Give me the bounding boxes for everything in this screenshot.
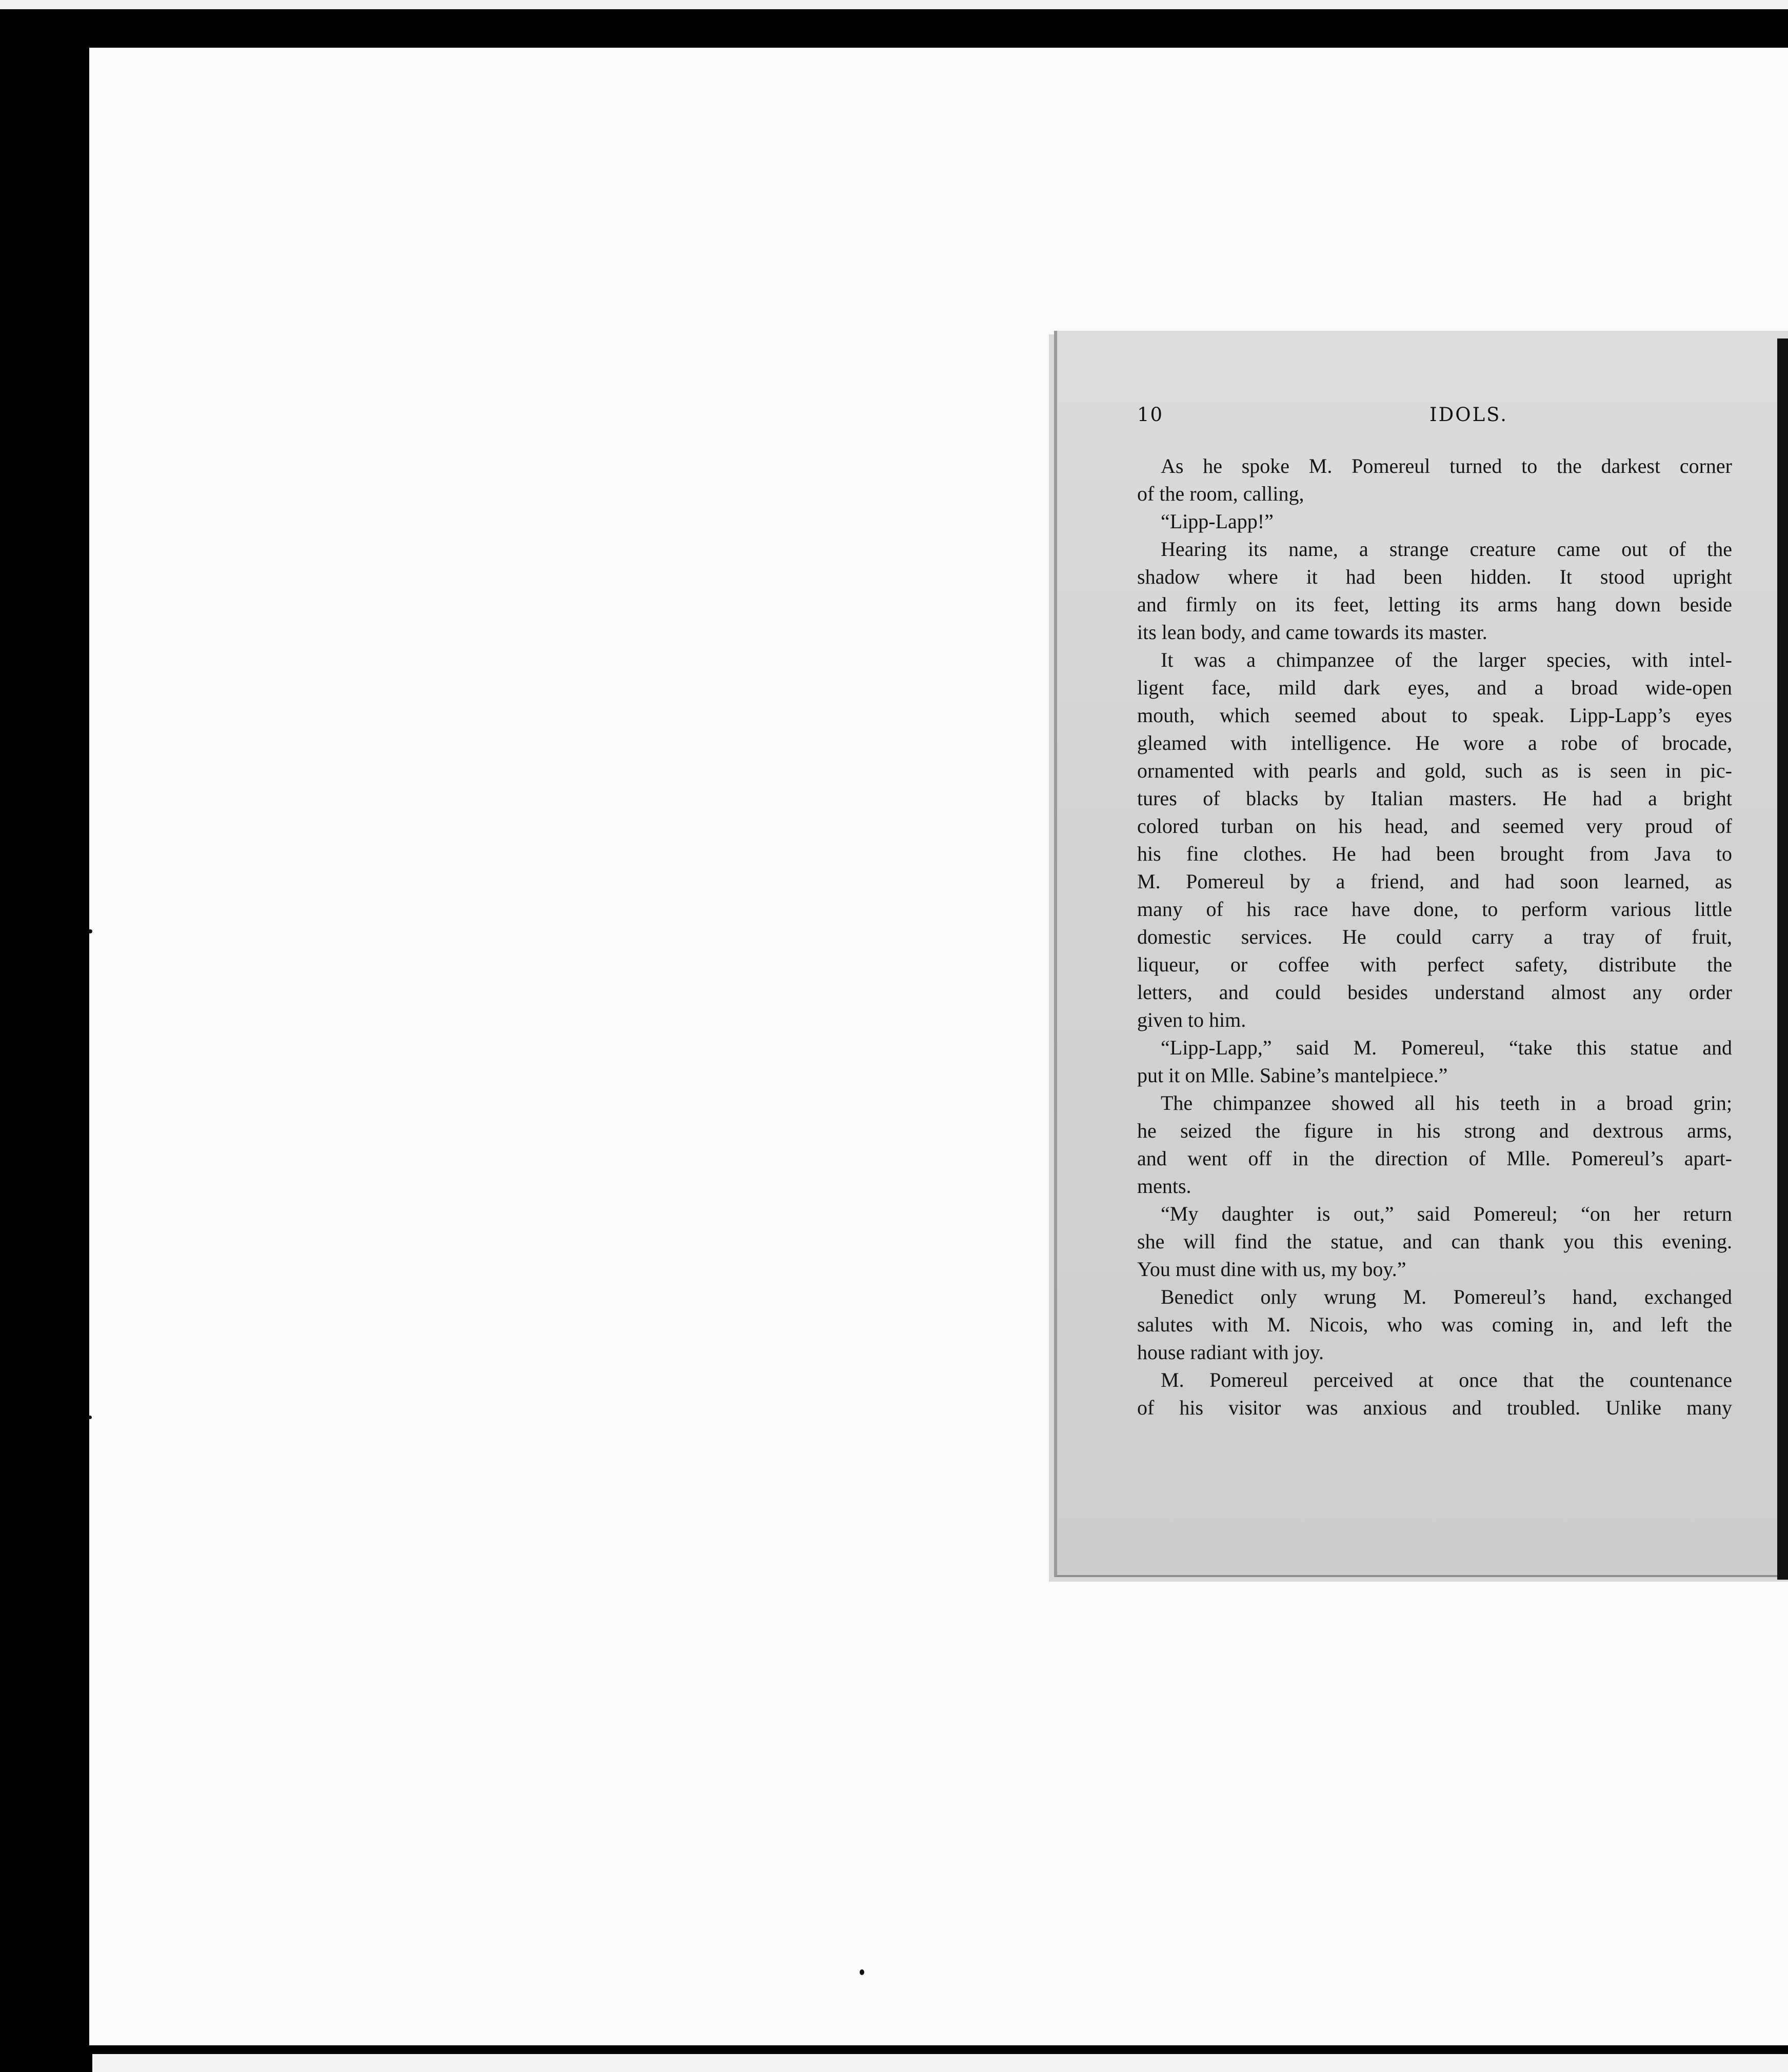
text-line: It was a chimpanzee of the larger species, with intel-	[1161, 648, 1732, 671]
text-line: M. Pomereul by a friend, and had soon learned, as	[1137, 870, 1732, 893]
text-line: she will find the statue, and can thank you this evening.	[1137, 1230, 1732, 1253]
text-line: put it on Mlle. Sabine’s mantelpiece.”	[1137, 1064, 1448, 1087]
text-line: gleamed with intelligence. He wore a robe of brocade,	[1137, 731, 1732, 754]
top-film-strip	[0, 0, 1788, 9]
text-line: tures of blacks by Italian masters. He had a bright	[1137, 787, 1732, 810]
text-line: “My daughter is out,” said Pomereul; “on her return	[1161, 1202, 1732, 1225]
text-line: of his visitor was anxious and troubled. Unlike many	[1137, 1396, 1732, 1419]
text-line: house radiant with joy.	[1137, 1341, 1324, 1364]
text-line: its lean body, and came towards its master.	[1137, 621, 1487, 644]
text-line: “Lipp-Lapp,” said M. Pomereul, “take this statue and	[1161, 1036, 1732, 1059]
text-line: Hearing its name, a strange creature came out of the	[1161, 537, 1732, 561]
scan-speck	[860, 1969, 864, 1975]
bottom-film-strip	[92, 2054, 1788, 2072]
text-line: The chimpanzee showed all his teeth in a broad grin;	[1161, 1091, 1732, 1114]
text-line: he seized the figure in his strong and dextrous arms,	[1137, 1119, 1732, 1142]
text-line: ments.	[1137, 1174, 1191, 1198]
text-line: domestic services. He could carry a tray of fruit,	[1137, 925, 1732, 948]
text-line: and went off in the direction of Mlle. Pomereul’s apart-	[1137, 1147, 1732, 1170]
text-line: As he spoke M. Pomereul turned to the darkest corner	[1161, 454, 1732, 477]
text-line: ornamented with pearls and gold, such as is seen in pic-	[1137, 759, 1732, 782]
text-line: his fine clothes. He had been brought from Java to	[1137, 842, 1732, 865]
body-text	[1137, 452, 1732, 1422]
text-line: and firmly on its feet, letting its arms hang down beside	[1137, 593, 1732, 616]
page-number: 10	[1137, 404, 1164, 426]
running-head	[1137, 404, 1732, 429]
text-line: liqueur, or coffee with perfect safety, distribute the	[1137, 953, 1732, 976]
scan-speck	[88, 1416, 92, 1419]
scan-speck	[88, 929, 92, 933]
text-line: Benedict only wrung M. Pomereul’s hand, exchanged	[1161, 1285, 1732, 1308]
text-line: many of his race have done, to perform various little	[1137, 898, 1732, 921]
text-line: M. Pomereul perceived at once that the countenance	[1161, 1368, 1732, 1391]
text-line: You must dine with us, my boy.”	[1137, 1258, 1406, 1281]
text-line: mouth, which seemed about to speak. Lipp-Lapp’s eyes	[1137, 704, 1732, 727]
text-line: given to him.	[1137, 1008, 1246, 1031]
page-gutter	[1777, 338, 1788, 1580]
text-line: “Lipp-Lapp!”	[1161, 510, 1274, 533]
text-line: letters, and could besides understand almost any order	[1137, 981, 1732, 1004]
text-line: of the room, calling,	[1137, 482, 1304, 505]
running-title: IDOLS.	[1429, 404, 1508, 426]
text-line: colored turban on his head, and seemed very proud of	[1137, 814, 1732, 838]
text-line: ligent face, mild dark eyes, and a broad wide-open	[1137, 676, 1732, 699]
text-line: shadow where it had been hidden. It stood upright	[1137, 565, 1732, 588]
text-line: salutes with M. Nicois, who was coming in, and left the	[1137, 1313, 1732, 1336]
